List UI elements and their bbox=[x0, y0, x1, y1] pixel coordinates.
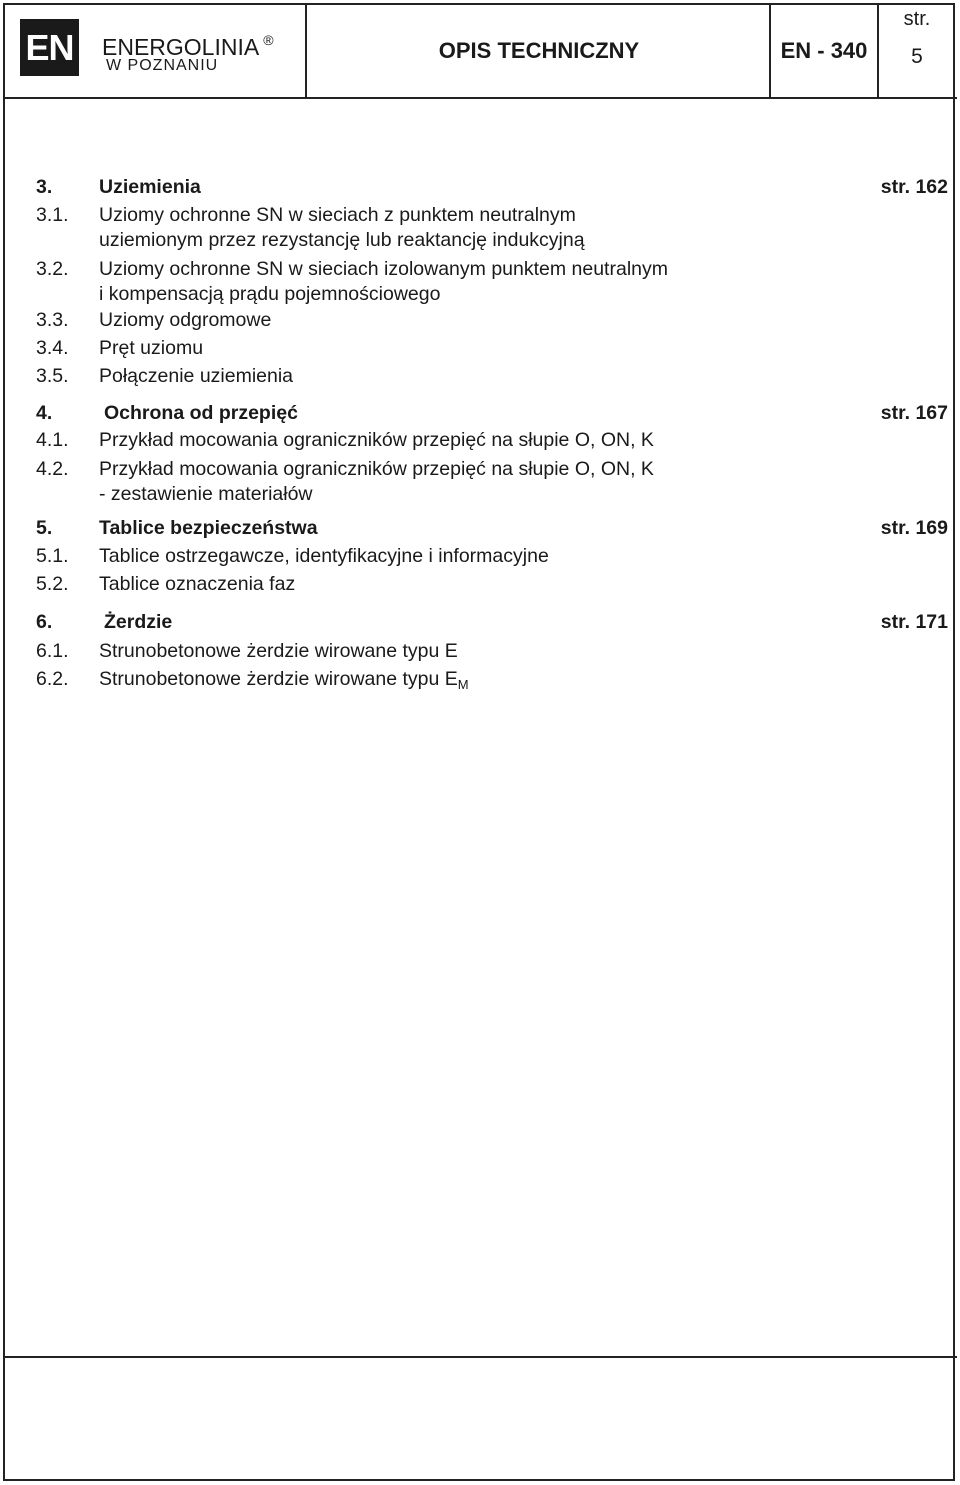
toc-item-number: 6.1. bbox=[36, 640, 69, 662]
toc-item-number: 6.2. bbox=[36, 668, 69, 690]
document-title: OPIS TECHNICZNY bbox=[438, 38, 640, 63]
toc-item-text: Strunobetonowe żerdzie wirowane typu E bbox=[99, 640, 458, 662]
subscript: M bbox=[457, 677, 469, 692]
toc-section-number: 3. bbox=[36, 176, 53, 198]
page-label: str. bbox=[903, 8, 931, 30]
toc-item-text-cont: i kompensacją prądu pojemnościowego bbox=[99, 283, 441, 305]
toc-item-number: 4.1. bbox=[36, 429, 69, 451]
toc-item-text-cont: - zestawienie materiałów bbox=[99, 483, 313, 505]
page-number: 5 bbox=[911, 45, 923, 68]
toc-item-number: 3.4. bbox=[36, 337, 69, 359]
toc-item-number: 5.2. bbox=[36, 573, 69, 595]
toc-section-page: str. 171 bbox=[880, 611, 948, 633]
logo-text: EN bbox=[25, 26, 74, 68]
company-logo bbox=[20, 19, 79, 76]
header-bottom-rule bbox=[3, 97, 957, 99]
toc-section-page: str. 169 bbox=[880, 517, 948, 539]
company-name: ENERGOLINIA bbox=[102, 34, 260, 60]
toc-item-text: Tablice ostrzegawcze, identyfikacyjne i informacyjne bbox=[99, 545, 549, 567]
toc-item-number: 3.2. bbox=[36, 258, 69, 280]
toc-item-text: Przykład mocowania ograniczników przepięć na słupie O, ON, K bbox=[99, 458, 654, 480]
toc-section-page: str. 167 bbox=[880, 402, 948, 424]
toc-item-text: Strunobetonowe żerdzie wirowane typu E bbox=[99, 668, 458, 690]
company-name-block bbox=[102, 27, 274, 60]
toc-item-text: Uziomy ochronne SN w sieciach izolowanym punktem neutralnym bbox=[99, 258, 668, 280]
toc-item-with-subscript bbox=[99, 668, 469, 696]
toc-item-number: 3.1. bbox=[36, 204, 69, 226]
toc-section-title: Żerdzie bbox=[104, 611, 173, 633]
toc-section-number: 4. bbox=[36, 402, 53, 424]
toc-section-page: str. 162 bbox=[880, 176, 948, 198]
toc-item-number: 4.2. bbox=[36, 458, 69, 480]
footer-rule bbox=[3, 1356, 957, 1358]
toc-section-number: 6. bbox=[36, 611, 53, 633]
toc-section-title: Uziemienia bbox=[99, 176, 201, 198]
toc-item-number: 5.1. bbox=[36, 545, 69, 567]
toc-section-title: Tablice bezpieczeństwa bbox=[99, 517, 318, 539]
toc-item-text: Uziomy odgromowe bbox=[99, 309, 272, 331]
toc-item-text-cont: uziemionym przez rezystancję lub reaktancję indukcyjną bbox=[99, 229, 585, 251]
toc-item-text: Połączenie uziemienia bbox=[99, 365, 294, 387]
toc-section-number: 5. bbox=[36, 517, 53, 539]
toc-item-text: Przykład mocowania ograniczników przepięć na słupie O, ON, K bbox=[99, 429, 654, 451]
toc-item-text: Uziomy ochronne SN w sieciach z punktem neutralnym bbox=[99, 204, 576, 226]
toc-item-text: Tablice oznaczenia faz bbox=[99, 573, 296, 595]
toc-item-text: Pręt uziomu bbox=[99, 337, 204, 359]
toc-section-title: Ochrona od przepięć bbox=[104, 402, 298, 424]
toc-item-number: 3.3. bbox=[36, 309, 69, 331]
document-code: EN - 340 bbox=[780, 38, 868, 63]
registered-mark: ® bbox=[263, 32, 274, 48]
toc-item-number: 3.5. bbox=[36, 365, 69, 387]
company-city: W POZNANIU bbox=[106, 57, 219, 74]
